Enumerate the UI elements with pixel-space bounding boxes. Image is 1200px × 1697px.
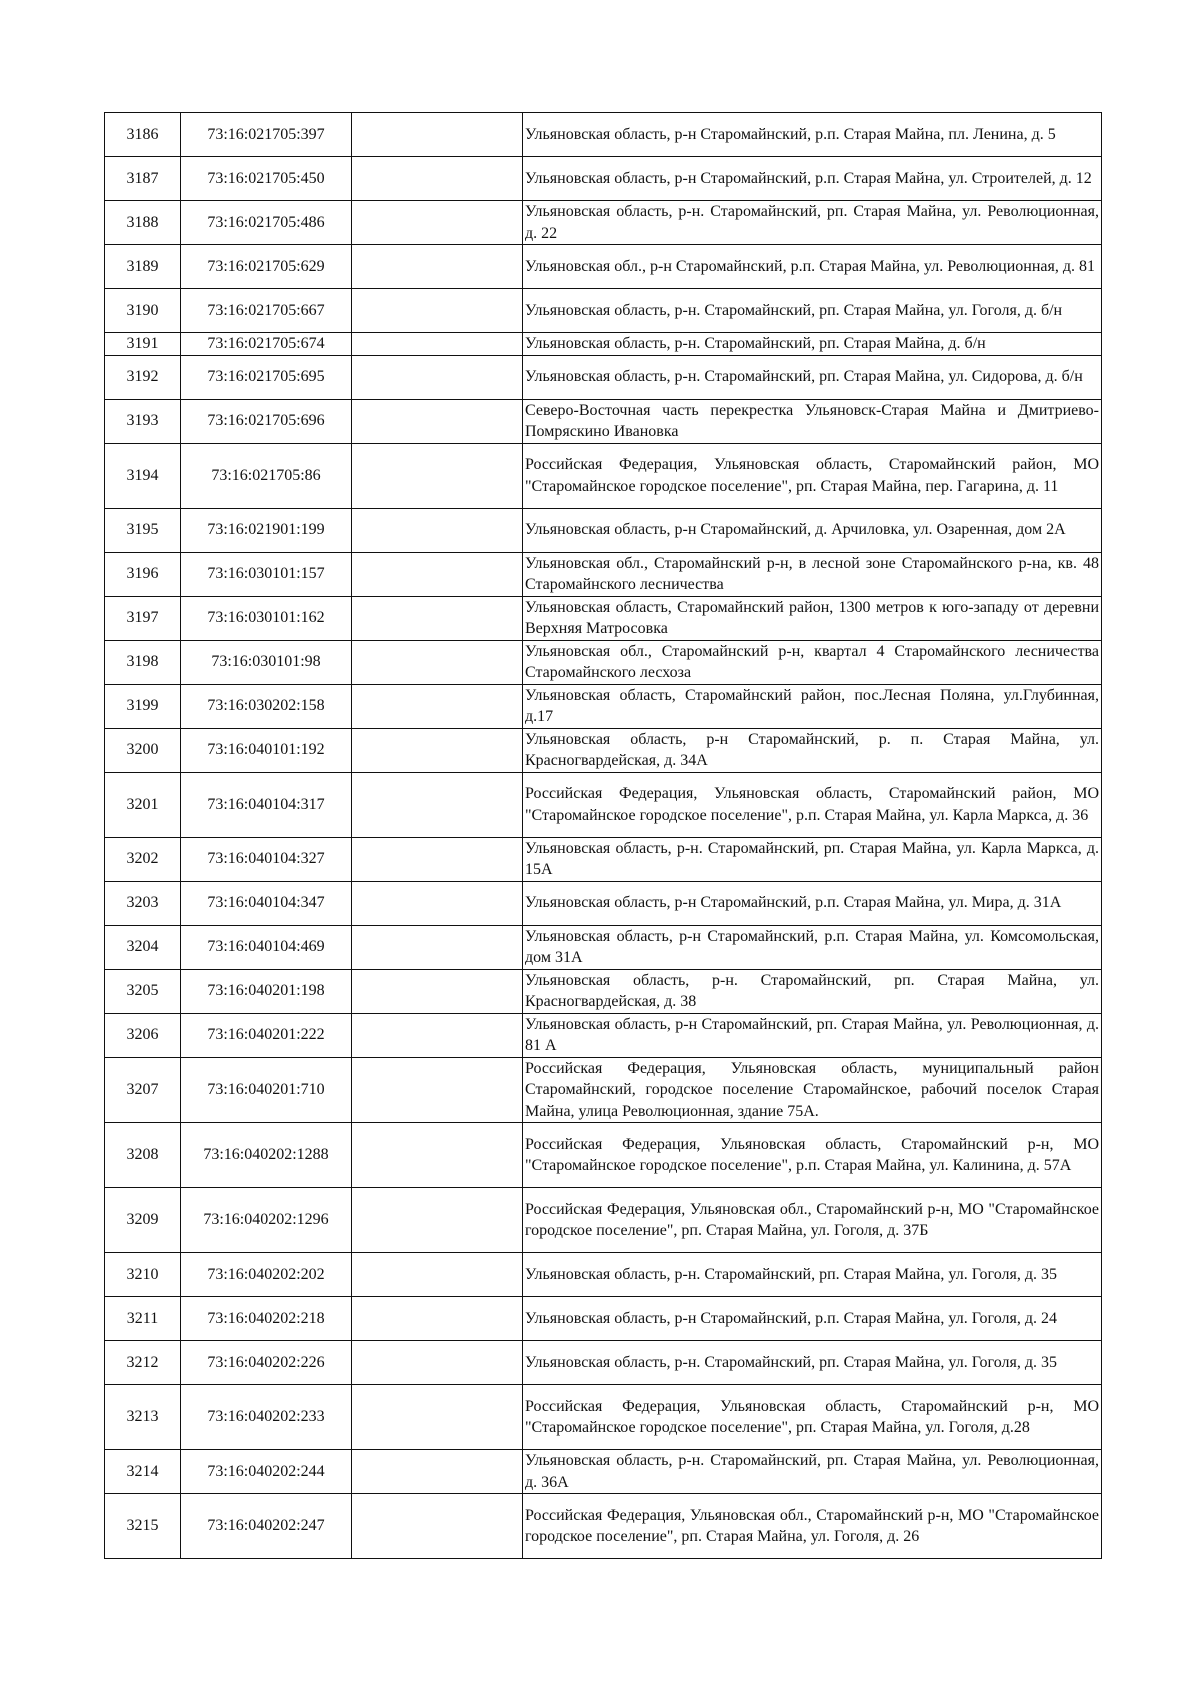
cadastral-number-cell: 73:16:040104:327 xyxy=(181,837,352,881)
address-cell: Ульяновская область, р-н Старомайнский, р. п. Старая Майна, ул. Красногвардейская, д. 34А xyxy=(523,728,1102,772)
table-row xyxy=(105,1341,1102,1385)
table-row xyxy=(105,1297,1102,1341)
address-cell: Ульяновская обл., р-н Старомайнский, р.п. Старая Майна, ул. Революционная, д. 81 xyxy=(523,245,1102,289)
table-row xyxy=(105,969,1102,1013)
row-number-cell: 3200 xyxy=(105,728,181,772)
cadastral-number-cell: 73:16:040104:347 xyxy=(181,881,352,925)
table-row xyxy=(105,508,1102,552)
table-row xyxy=(105,837,1102,881)
address-cell: Ульяновская обл., Старомайнский р-н, в лесной зоне Старомайнского р-на, кв. 48 Старомайнского лесничества xyxy=(523,552,1102,596)
row-number-cell: 3194 xyxy=(105,443,181,508)
row-number-cell: 3209 xyxy=(105,1188,181,1253)
row-number-cell: 3190 xyxy=(105,289,181,333)
cadastral-number-cell: 73:16:040201:198 xyxy=(181,969,352,1013)
table-row xyxy=(105,772,1102,837)
row-number-cell: 3193 xyxy=(105,399,181,443)
registry-table-body xyxy=(105,113,1102,1559)
address-cell: Ульяновская область, р-н. Старомайнский, рп. Старая Майна, ул. Красногвардейская, д. 38 xyxy=(523,969,1102,1013)
cadastral-number-cell: 73:16:040101:192 xyxy=(181,728,352,772)
row-number-cell: 3198 xyxy=(105,640,181,684)
empty-cell xyxy=(352,399,523,443)
address-cell: Российская Федерация, Ульяновская обл., Старомайнский р-н, МО "Старомайнское городское поселение", рп. Старая Майна, ул. Гоголя, д. 26 xyxy=(523,1494,1102,1559)
cadastral-number-cell: 73:16:030101:98 xyxy=(181,640,352,684)
empty-cell xyxy=(352,772,523,837)
row-number-cell: 3188 xyxy=(105,201,181,245)
address-cell: Ульяновская область, р-н. Старомайнский, рп. Старая Майна, ул. Гоголя, д. 35 xyxy=(523,1253,1102,1297)
row-number-cell: 3197 xyxy=(105,596,181,640)
address-cell: Северо-Восточная часть перекрестка Ульяновск-Старая Майна и Дмитриево-Помряскино Ивановка xyxy=(523,399,1102,443)
row-number-cell: 3191 xyxy=(105,333,181,356)
address-cell: Ульяновская область, р-н Старомайнский, р.п. Старая Майна, ул. Строителей, д. 12 xyxy=(523,157,1102,201)
empty-cell xyxy=(352,684,523,728)
empty-cell xyxy=(352,113,523,157)
table-row xyxy=(105,925,1102,969)
table-row xyxy=(105,1188,1102,1253)
empty-cell xyxy=(352,508,523,552)
row-number-cell: 3206 xyxy=(105,1013,181,1057)
cadastral-number-cell: 73:16:030202:158 xyxy=(181,684,352,728)
cadastral-number-cell: 73:16:021705:629 xyxy=(181,245,352,289)
table-row xyxy=(105,1057,1102,1123)
row-number-cell: 3192 xyxy=(105,355,181,399)
row-number-cell: 3196 xyxy=(105,552,181,596)
empty-cell xyxy=(352,1297,523,1341)
empty-cell xyxy=(352,969,523,1013)
table-row xyxy=(105,157,1102,201)
row-number-cell: 3186 xyxy=(105,113,181,157)
empty-cell xyxy=(352,1123,523,1188)
table-row xyxy=(105,399,1102,443)
row-number-cell: 3213 xyxy=(105,1385,181,1450)
cadastral-number-cell: 73:16:021901:199 xyxy=(181,508,352,552)
empty-cell xyxy=(352,881,523,925)
address-cell: Ульяновская область, р-н Старомайнский, р.п. Старая Майна, ул. Гоголя, д. 24 xyxy=(523,1297,1102,1341)
row-number-cell: 3212 xyxy=(105,1341,181,1385)
cadastral-number-cell: 73:16:040104:469 xyxy=(181,925,352,969)
empty-cell xyxy=(352,1013,523,1057)
empty-cell xyxy=(352,1494,523,1559)
address-cell: Российская Федерация, Ульяновская область, муниципальный район Старомайнский, городское поселение Старомайнское, рабочий поселок Старая Майна, улица Революционная, здание 75А. xyxy=(523,1057,1102,1123)
address-cell: Российская Федерация, Ульяновская область, Старомайнский р-н, МО "Старомайнское городское поселение", р.п. Старая Майна, ул. Калинина, д. 57А xyxy=(523,1123,1102,1188)
empty-cell xyxy=(352,596,523,640)
row-number-cell: 3201 xyxy=(105,772,181,837)
empty-cell xyxy=(352,552,523,596)
empty-cell xyxy=(352,289,523,333)
cadastral-number-cell: 73:16:040202:202 xyxy=(181,1253,352,1297)
cadastral-number-cell: 73:16:030101:157 xyxy=(181,552,352,596)
cadastral-number-cell: 73:16:040202:1288 xyxy=(181,1123,352,1188)
cadastral-number-cell: 73:16:040202:218 xyxy=(181,1297,352,1341)
row-number-cell: 3195 xyxy=(105,508,181,552)
table-row xyxy=(105,1385,1102,1450)
table-row xyxy=(105,1123,1102,1188)
table-row xyxy=(105,113,1102,157)
address-cell: Ульяновская область, р-н. Старомайнский, рп. Старая Майна, ул. Сидорова, д. б/н xyxy=(523,355,1102,399)
row-number-cell: 3214 xyxy=(105,1450,181,1494)
cadastral-number-cell: 73:16:040202:233 xyxy=(181,1385,352,1450)
empty-cell xyxy=(352,1450,523,1494)
address-cell: Ульяновская область, р-н. Старомайнский, рп. Старая Майна, ул. Революционная, д. 36А xyxy=(523,1450,1102,1494)
cadastral-number-cell: 73:16:040202:247 xyxy=(181,1494,352,1559)
address-cell: Ульяновская область, р-н Старомайнский, р.п. Старая Майна, ул. Комсомольская, дом 31А xyxy=(523,925,1102,969)
table-row xyxy=(105,684,1102,728)
cadastral-number-cell: 73:16:021705:696 xyxy=(181,399,352,443)
cadastral-number-cell: 73:16:021705:86 xyxy=(181,443,352,508)
empty-cell xyxy=(352,201,523,245)
address-cell: Российская Федерация, Ульяновская область, Старомайнский р-н, МО "Старомайнское городское поселение", рп. Старая Майна, ул. Гоголя, д.28 xyxy=(523,1385,1102,1450)
cadastral-number-cell: 73:16:040202:1296 xyxy=(181,1188,352,1253)
empty-cell xyxy=(352,1253,523,1297)
cadastral-number-cell: 73:16:021705:450 xyxy=(181,157,352,201)
empty-cell xyxy=(352,837,523,881)
cadastral-number-cell: 73:16:030101:162 xyxy=(181,596,352,640)
row-number-cell: 3202 xyxy=(105,837,181,881)
row-number-cell: 3189 xyxy=(105,245,181,289)
table-row xyxy=(105,1253,1102,1297)
address-cell: Ульяновская область, р-н Старомайнский, д. Арчиловка, ул. Озаренная, дом 2А xyxy=(523,508,1102,552)
empty-cell xyxy=(352,1385,523,1450)
table-row xyxy=(105,355,1102,399)
empty-cell xyxy=(352,443,523,508)
row-number-cell: 3199 xyxy=(105,684,181,728)
table-row xyxy=(105,201,1102,245)
table-row xyxy=(105,728,1102,772)
address-cell: Ульяновская область, р-н. Старомайнский, рп. Старая Майна, ул. Карла Маркса, д. 15А xyxy=(523,837,1102,881)
table-row xyxy=(105,640,1102,684)
cadastral-number-cell: 73:16:021705:695 xyxy=(181,355,352,399)
row-number-cell: 3205 xyxy=(105,969,181,1013)
table-row xyxy=(105,596,1102,640)
address-cell: Ульяновская область, Старомайнский район, пос.Лесная Поляна, ул.Глубинная, д.17 xyxy=(523,684,1102,728)
row-number-cell: 3208 xyxy=(105,1123,181,1188)
address-cell: Ульяновская область, р-н. Старомайнский, рп. Старая Майна, ул. Гоголя, д. 35 xyxy=(523,1341,1102,1385)
table-row xyxy=(105,289,1102,333)
address-cell: Российская Федерация, Ульяновская область, Старомайнский район, МО "Старомайнское городское поселение", рп. Старая Майна, пер. Гагарина, д. 11 xyxy=(523,443,1102,508)
cadastral-number-cell: 73:16:040202:226 xyxy=(181,1341,352,1385)
address-cell: Ульяновская область, р-н Старомайнский, р.п. Старая Майна, ул. Мира, д. 31А xyxy=(523,881,1102,925)
empty-cell xyxy=(352,728,523,772)
address-cell: Ульяновская область, р-н. Старомайнский, рп. Старая Майна, ул. Революционная, д. 22 xyxy=(523,201,1102,245)
table-row xyxy=(105,881,1102,925)
row-number-cell: 3203 xyxy=(105,881,181,925)
address-cell: Ульяновская обл., Старомайнский р-н, квартал 4 Старомайнского лесничества Старомайнского лесхоза xyxy=(523,640,1102,684)
table-row xyxy=(105,1450,1102,1494)
cadastral-number-cell: 73:16:040202:244 xyxy=(181,1450,352,1494)
empty-cell xyxy=(352,157,523,201)
table-row xyxy=(105,552,1102,596)
cadastral-number-cell: 73:16:040104:317 xyxy=(181,772,352,837)
table-row xyxy=(105,333,1102,356)
table-row xyxy=(105,443,1102,508)
cadastral-number-cell: 73:16:040201:222 xyxy=(181,1013,352,1057)
cadastral-number-cell: 73:16:040201:710 xyxy=(181,1057,352,1123)
row-number-cell: 3187 xyxy=(105,157,181,201)
address-cell: Российская Федерация, Ульяновская обл., Старомайнский р-н, МО "Старомайнское городское поселение", рп. Старая Майна, ул. Гоголя, д. 37Б xyxy=(523,1188,1102,1253)
empty-cell xyxy=(352,640,523,684)
address-cell: Ульяновская область, р-н. Старомайнский, рп. Старая Майна, ул. Гоголя, д. б/н xyxy=(523,289,1102,333)
empty-cell xyxy=(352,1188,523,1253)
address-cell: Российская Федерация, Ульяновская область, Старомайнский район, МО "Старомайнское городское поселение", р.п. Старая Майна, ул. Карла Маркса, д. 36 xyxy=(523,772,1102,837)
row-number-cell: 3204 xyxy=(105,925,181,969)
cadastral-number-cell: 73:16:021705:667 xyxy=(181,289,352,333)
table-row xyxy=(105,245,1102,289)
empty-cell xyxy=(352,1057,523,1123)
cadastral-number-cell: 73:16:021705:486 xyxy=(181,201,352,245)
row-number-cell: 3215 xyxy=(105,1494,181,1559)
empty-cell xyxy=(352,1341,523,1385)
empty-cell xyxy=(352,355,523,399)
address-cell: Ульяновская область, р-н. Старомайнский, рп. Старая Майна, д. б/н xyxy=(523,333,1102,356)
cadastral-number-cell: 73:16:021705:397 xyxy=(181,113,352,157)
empty-cell xyxy=(352,245,523,289)
empty-cell xyxy=(352,333,523,356)
address-cell: Ульяновская область, р-н Старомайнский, р.п. Старая Майна, пл. Ленина, д. 5 xyxy=(523,113,1102,157)
table-row xyxy=(105,1013,1102,1057)
land-plot-registry-table xyxy=(104,112,1102,1559)
row-number-cell: 3211 xyxy=(105,1297,181,1341)
row-number-cell: 3207 xyxy=(105,1057,181,1123)
cadastral-number-cell: 73:16:021705:674 xyxy=(181,333,352,356)
empty-cell xyxy=(352,925,523,969)
table-row xyxy=(105,1494,1102,1559)
address-cell: Ульяновская область, р-н Старомайнский, рп. Старая Майна, ул. Революционная, д. 81 А xyxy=(523,1013,1102,1057)
row-number-cell: 3210 xyxy=(105,1253,181,1297)
address-cell: Ульяновская область, Старомайнский район, 1300 метров к юго-западу от деревни Верхняя Матросовка xyxy=(523,596,1102,640)
